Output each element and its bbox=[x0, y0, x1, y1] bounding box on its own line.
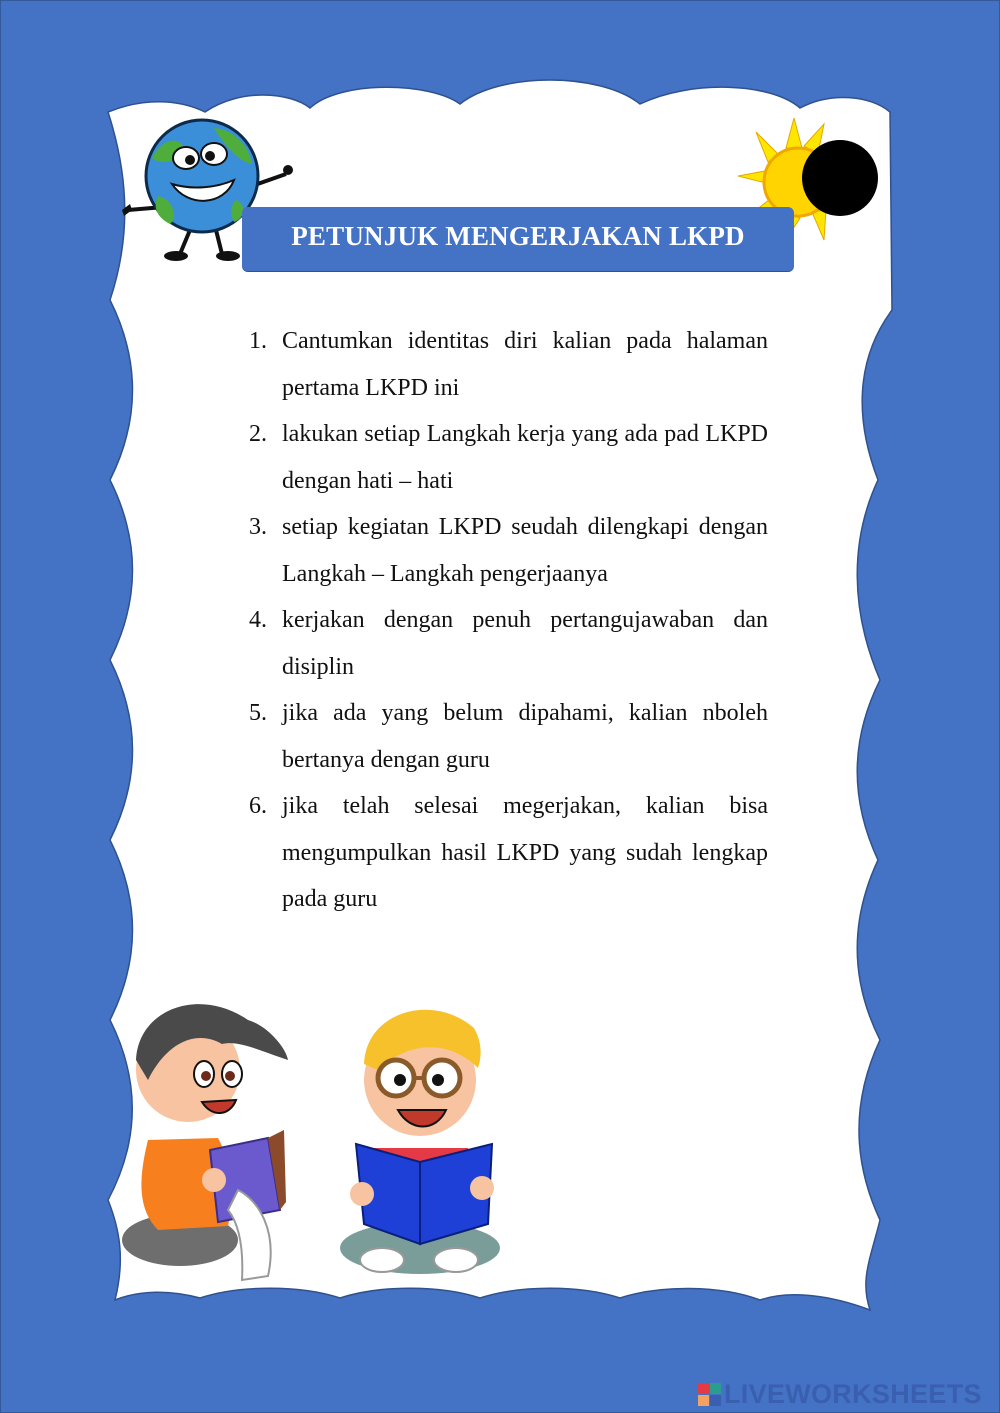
list-item bbox=[249, 411, 768, 504]
item-number: 3. bbox=[249, 514, 267, 540]
list-item bbox=[249, 504, 768, 597]
boy-reading-icon bbox=[118, 990, 298, 1290]
boy-glasses-reading-icon bbox=[332, 998, 507, 1283]
item-number: 4. bbox=[249, 607, 267, 633]
list-item bbox=[249, 597, 768, 690]
instruction-list bbox=[249, 318, 768, 923]
item-text: setiap kegiatan LKPD seudah dilengkapi dengan Langkah – Langkah pengerjaanya bbox=[282, 514, 768, 587]
item-text: Cantumkan identitas diri kalian pada halaman pertama LKPD ini bbox=[282, 328, 768, 401]
item-number: 1. bbox=[249, 328, 267, 354]
logo-mark-icon bbox=[698, 1383, 721, 1406]
title-banner bbox=[242, 207, 794, 271]
item-text: lakukan setiap Langkah kerja yang ada pad LKPD dengan hati – hati bbox=[282, 421, 768, 494]
list-item bbox=[249, 690, 768, 783]
list-item bbox=[249, 318, 768, 411]
item-number: 6. bbox=[249, 793, 267, 819]
list-item bbox=[249, 783, 768, 923]
logo-text: LIVEWORKSHEETS bbox=[724, 1378, 982, 1409]
item-number: 5. bbox=[249, 700, 267, 726]
liveworksheets-logo bbox=[698, 1374, 982, 1413]
item-text: kerjakan dengan penuh pertangujawaban dan disiplin bbox=[282, 607, 768, 680]
item-number: 2. bbox=[249, 421, 267, 447]
item-text: jika ada yang belum dipahami, kalian nboleh bertanya dengan guru bbox=[282, 700, 768, 773]
item-text: jika telah selesai megerjakan, kalian bisa mengumpulkan hasil LKPD yang sudah lengkap pada guru bbox=[282, 793, 768, 912]
page-title: PETUNJUK MENGERJAKAN LKPD bbox=[291, 221, 745, 251]
